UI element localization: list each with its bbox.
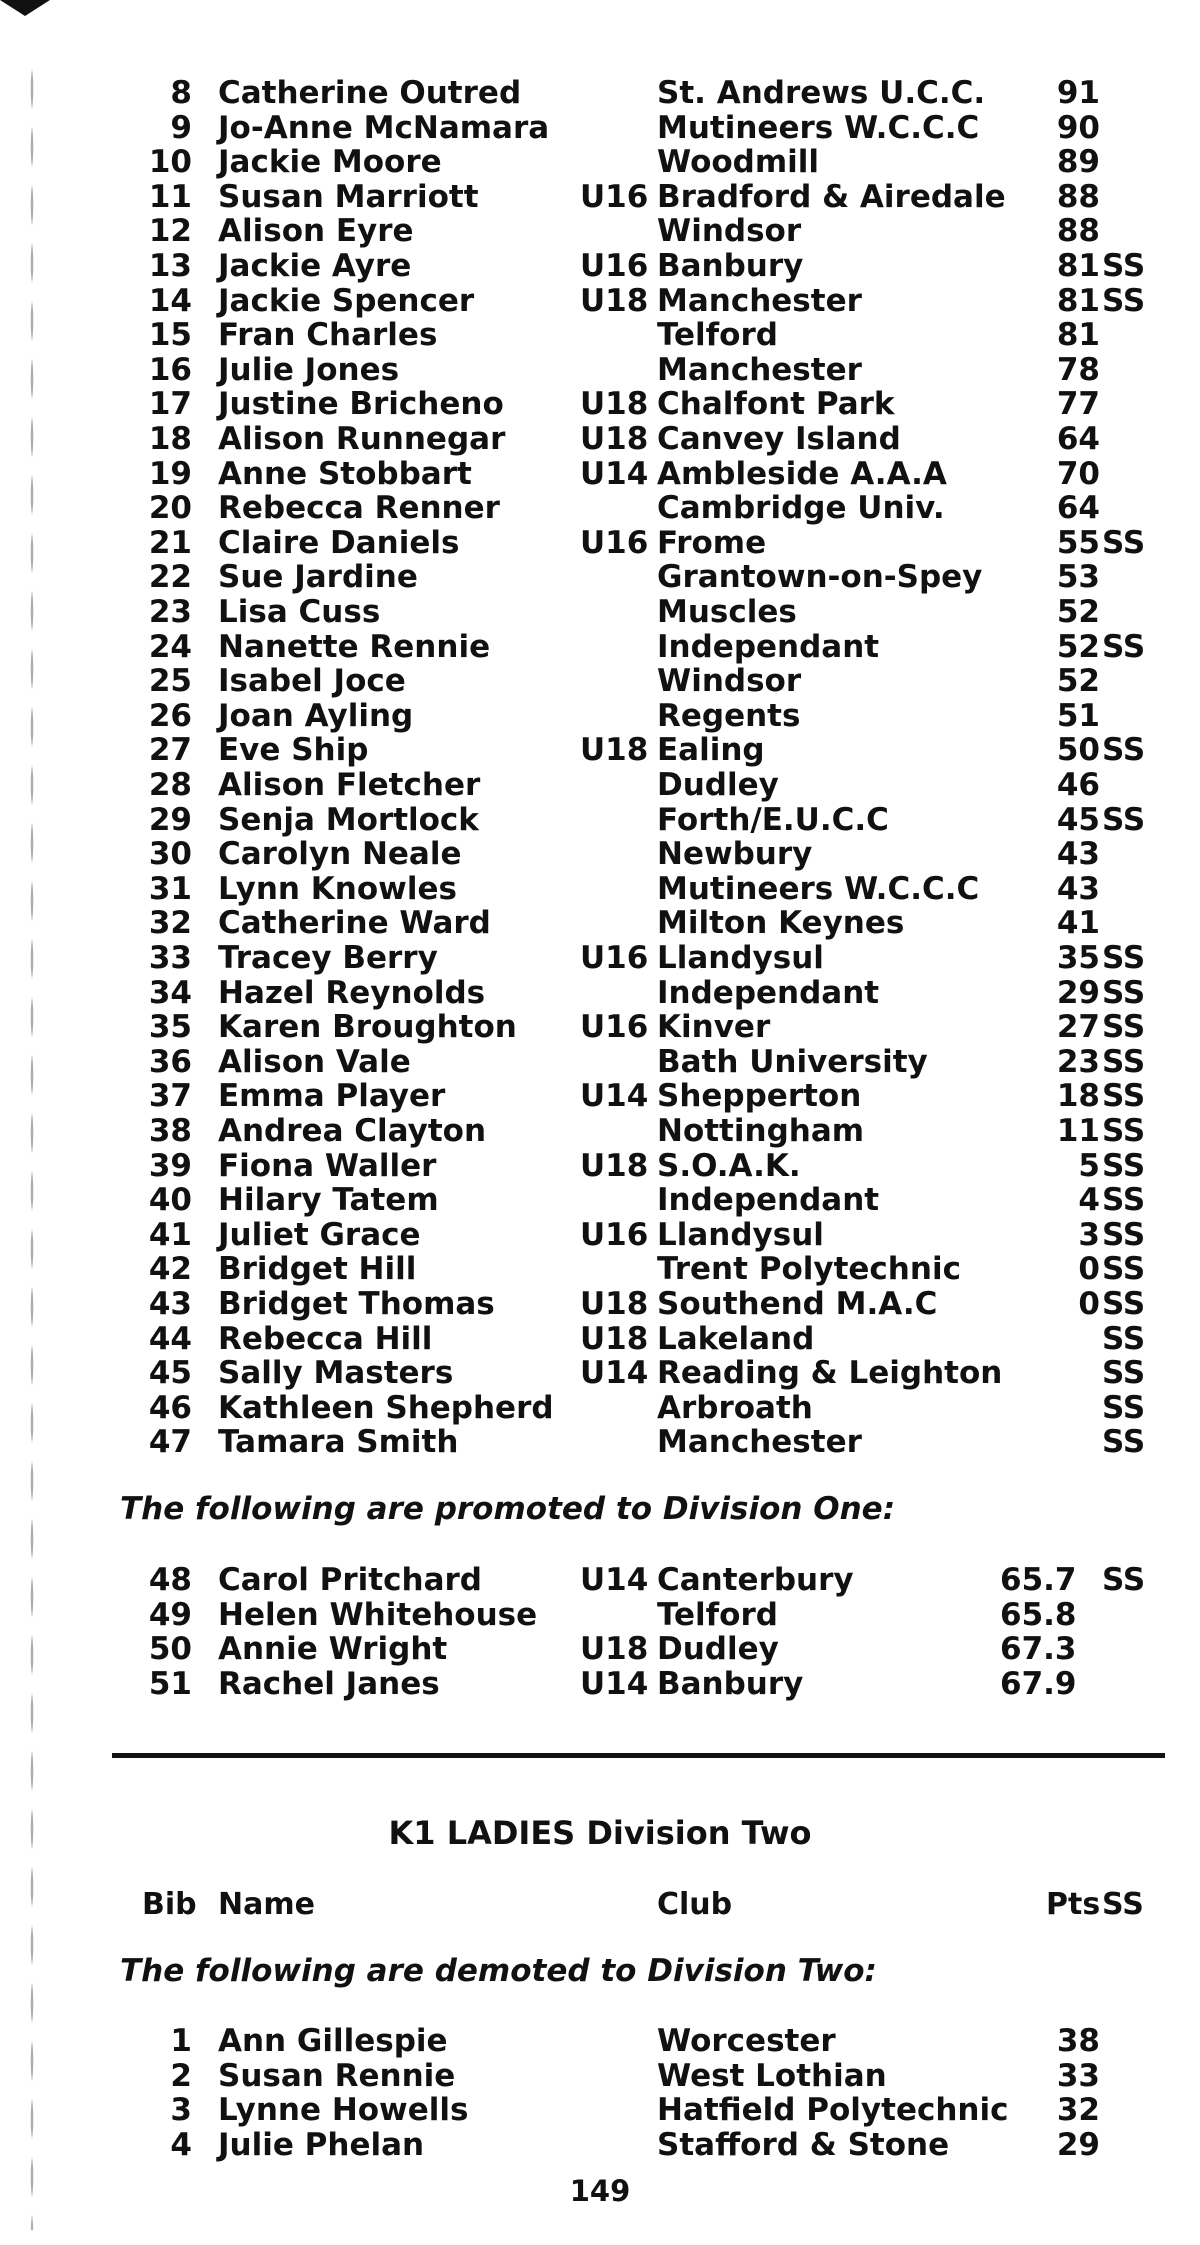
cell-club: Telford (657, 1596, 778, 1633)
table-row (0, 387, 1200, 421)
cell-club: Kinver (657, 1009, 771, 1046)
cell-bib: 2 (170, 2057, 192, 2094)
header-pts: Pts (1046, 1887, 1101, 1922)
cell-club: Regents (657, 697, 801, 734)
table-row (0, 699, 1200, 733)
cell-ss: SS (1102, 1147, 1146, 1184)
cell-name: Lynne Howells (218, 2092, 469, 2129)
table-row (0, 976, 1200, 1010)
cell-bib: 28 (148, 767, 192, 803)
cell-bib: 13 (148, 248, 192, 284)
table-row (0, 1391, 1200, 1425)
cell-pts: 78 (1056, 351, 1100, 388)
cell-club: Trent Polytechnic (657, 1251, 961, 1288)
cell-pts: 3 (1078, 1216, 1100, 1253)
cell-pts: 52 (1056, 663, 1100, 700)
cell-club: Milton Keynes (657, 905, 905, 942)
cell-bib: 36 (148, 1043, 192, 1080)
cell-age: U14 (580, 1665, 649, 1702)
cell-club: Arbroath (657, 1389, 813, 1426)
cell-bib: 25 (148, 663, 192, 700)
cell-club: Shepperton (657, 1078, 862, 1115)
cell-name: Justine Bricheno (218, 386, 504, 423)
table-row (0, 595, 1200, 629)
cell-bib: 14 (148, 282, 192, 319)
cell-bib: 35 (148, 1009, 192, 1046)
cell-name: Senja Mortlock (218, 801, 479, 838)
cell-club: Windsor (657, 663, 802, 700)
cell-pts: 43 (1056, 870, 1100, 907)
cell-pts: 89 (1056, 144, 1100, 181)
cell-bib: 19 (148, 455, 192, 492)
cell-club: Woodmill (657, 144, 820, 181)
cell-name: Fran Charles (218, 317, 438, 354)
cell-bib: 3 (170, 2092, 192, 2129)
division-two-title: K1 LADIES Division Two (388, 1814, 812, 1852)
cell-club: Southend M.A.C (657, 1286, 938, 1322)
cell-name: Tamara Smith (218, 1424, 459, 1461)
cell-name: Susan Rennie (218, 2057, 456, 2094)
cell-club: Mutineers W.C.C.C (657, 109, 980, 146)
cell-name: Rebecca Renner (218, 490, 500, 527)
table-row (0, 145, 1200, 179)
cell-club: Ealing (657, 732, 765, 769)
table-row (0, 1045, 1200, 1079)
table-row (0, 1425, 1200, 1459)
cell-bib: 31 (148, 870, 192, 907)
cell-club: Bath University (657, 1043, 928, 1080)
table-row (0, 2024, 1200, 2058)
table-row (0, 872, 1200, 906)
cell-club: Lakeland (657, 1320, 815, 1357)
cell-pts: 81 (1056, 317, 1100, 354)
table-row (0, 2059, 1200, 2093)
cell-ss: SS (1102, 628, 1146, 665)
table-row (0, 630, 1200, 664)
cell-club: Dudley (657, 767, 779, 803)
cell-name: Eve Ship (218, 732, 369, 769)
cell-club: Mutineers W.C.C.C (657, 870, 980, 907)
cell-club: Chalfont Park (657, 386, 895, 423)
cell-name: Jo-Anne McNamara (218, 109, 550, 146)
cell-club: West Lothian (657, 2057, 887, 2094)
corner-mark (0, 0, 50, 16)
cell-ss: SS (1102, 1320, 1146, 1357)
cell-club: Independant (657, 628, 880, 665)
cell-pts: 90 (1056, 109, 1100, 146)
table-row (0, 249, 1200, 283)
table-row (0, 1252, 1200, 1286)
cell-age: U18 (580, 421, 649, 457)
cell-club: Llandysul (657, 940, 824, 976)
cell-ss: SS (1102, 1113, 1146, 1149)
cell-name: Sue Jardine (218, 559, 418, 596)
cell-club: Reading & Leighton (657, 1355, 1003, 1392)
table-row (0, 318, 1200, 352)
cell-bib: 21 (148, 524, 192, 561)
table-row (0, 214, 1200, 248)
cell-age: U16 (580, 178, 649, 215)
cell-bib: 11 (148, 178, 192, 215)
table-row (0, 1632, 1200, 1666)
cell-pts: 70 (1056, 455, 1100, 492)
cell-name: Sally Masters (218, 1355, 454, 1392)
cell-bib: 10 (148, 144, 192, 181)
cell-name: Julie Jones (218, 351, 400, 388)
cell-bib: 17 (148, 386, 192, 423)
cell-pts: 4 (1078, 1182, 1100, 1219)
cell-name: Juliet Grace (218, 1216, 421, 1253)
cell-ss: SS (1102, 248, 1146, 284)
table-row (0, 76, 1200, 110)
table-row (0, 1149, 1200, 1183)
cell-name: Nanette Rennie (218, 628, 491, 665)
cell-ss: SS (1102, 974, 1146, 1011)
cell-name: Helen Whitehouse (218, 1596, 538, 1633)
cell-pts: 77 (1056, 386, 1100, 423)
cell-name: Jackie Moore (218, 144, 442, 181)
cell-name: Catherine Ward (218, 905, 491, 942)
cell-name: Karen Broughton (218, 1009, 517, 1046)
cell-ss: SS (1102, 1182, 1146, 1219)
cell-age: U18 (580, 1286, 649, 1322)
table-row (0, 1010, 1200, 1044)
cell-age: U18 (580, 282, 649, 319)
cell-club: Hatfield Polytechnic (657, 2092, 1009, 2129)
cell-club: Independant (657, 974, 880, 1011)
cell-pts: 67.3 (1000, 1631, 1077, 1668)
cell-pts: 53 (1056, 559, 1100, 596)
cell-bib: 33 (148, 940, 192, 976)
table-row (0, 1322, 1200, 1356)
cell-pts: 52 (1056, 594, 1100, 630)
cell-ss: SS (1102, 1043, 1146, 1080)
cell-ss: SS (1102, 1355, 1146, 1392)
cell-bib: 29 (148, 801, 192, 838)
cell-ss: SS (1102, 940, 1146, 976)
cell-club: Stafford & Stone (657, 2126, 950, 2163)
cell-bib: 15 (148, 317, 192, 354)
cell-name: Carolyn Neale (218, 836, 462, 873)
cell-club: Muscles (657, 594, 797, 630)
cell-name: Bridget Hill (218, 1251, 417, 1288)
cell-name: Rachel Janes (218, 1665, 440, 1702)
cell-age: U16 (580, 1009, 649, 1046)
cell-bib: 26 (148, 697, 192, 734)
table-row (0, 1598, 1200, 1632)
cell-age: U14 (580, 455, 649, 492)
cell-age: U18 (580, 1320, 649, 1357)
cell-club: Banbury (657, 1665, 804, 1702)
cell-bib: 39 (148, 1147, 192, 1184)
cell-name: Joan Ayling (218, 697, 414, 734)
cell-name: Jackie Ayre (218, 248, 412, 284)
cell-name: Bridget Thomas (218, 1286, 495, 1322)
table-row (0, 733, 1200, 767)
cell-pts: 64 (1056, 490, 1100, 527)
cell-bib: 45 (148, 1355, 192, 1392)
table-row (0, 180, 1200, 214)
cell-pts: 52 (1056, 628, 1100, 665)
cell-pts: 5 (1078, 1147, 1100, 1184)
cell-club: Llandysul (657, 1216, 824, 1253)
table-row (0, 941, 1200, 975)
cell-age: U16 (580, 940, 649, 976)
cell-pts: 35 (1056, 940, 1100, 976)
cell-club: Dudley (657, 1631, 779, 1668)
table-row (0, 1563, 1200, 1597)
cell-name: Alison Vale (218, 1043, 411, 1080)
table-row (0, 2128, 1200, 2162)
cell-club: Frome (657, 524, 767, 561)
cell-pts: 33 (1056, 2057, 1100, 2094)
cell-pts: 11 (1056, 1113, 1100, 1149)
cell-bib: 44 (148, 1320, 192, 1357)
table-row (0, 1667, 1200, 1701)
cell-name: Carol Pritchard (218, 1562, 482, 1598)
cell-name: Isabel Joce (218, 663, 406, 700)
cell-name: Hazel Reynolds (218, 974, 486, 1011)
cell-name: Kathleen Shepherd (218, 1389, 554, 1426)
cell-pts: 38 (1056, 2023, 1100, 2059)
cell-name: Ann Gillespie (218, 2023, 448, 2059)
cell-age: U18 (580, 732, 649, 769)
cell-ss: SS (1102, 1424, 1146, 1461)
cell-ss: SS (1102, 1251, 1146, 1288)
cell-club: Manchester (657, 282, 862, 319)
cell-name: Alison Eyre (218, 213, 414, 250)
cell-bib: 42 (148, 1251, 192, 1288)
table-row (0, 1114, 1200, 1148)
cell-bib: 48 (148, 1562, 192, 1598)
cell-club: Forth/E.U.C.C (657, 801, 889, 838)
cell-pts: 29 (1056, 2126, 1100, 2163)
cell-pts: 55 (1056, 524, 1100, 561)
cell-club: Cambridge Univ. (657, 490, 945, 527)
demoted-note: The following are demoted to Division Two: (120, 1953, 877, 1989)
table-row (0, 526, 1200, 560)
cell-club: Nottingham (657, 1113, 865, 1149)
cell-pts: 0 (1078, 1286, 1100, 1322)
cell-pts: 64 (1056, 421, 1100, 457)
cell-ss: SS (1102, 282, 1146, 319)
cell-bib: 4 (170, 2126, 192, 2163)
cell-pts: 23 (1056, 1043, 1100, 1080)
cell-ss: SS (1102, 524, 1146, 561)
cell-bib: 40 (148, 1182, 192, 1219)
cell-bib: 49 (148, 1596, 192, 1633)
cell-club: Worcester (657, 2023, 836, 2059)
cell-bib: 47 (148, 1424, 192, 1461)
cell-name: Lisa Cuss (218, 594, 381, 630)
cell-bib: 20 (148, 490, 192, 527)
cell-club: Manchester (657, 1424, 862, 1461)
cell-club: Manchester (657, 351, 862, 388)
cell-bib: 23 (148, 594, 192, 630)
cell-pts: 65.8 (1000, 1596, 1077, 1633)
table-row (0, 906, 1200, 940)
cell-name: Lynn Knowles (218, 870, 457, 907)
cell-pts: 65.7 (1000, 1562, 1077, 1598)
cell-club: S.O.A.K. (657, 1147, 801, 1184)
cell-ss: SS (1102, 1562, 1146, 1598)
cell-name: Rebecca Hill (218, 1320, 433, 1357)
cell-club: Banbury (657, 248, 804, 284)
cell-pts: 81 (1056, 282, 1100, 319)
cell-pts: 45 (1056, 801, 1100, 838)
header-ss: SS (1102, 1887, 1144, 1922)
table-row (0, 1287, 1200, 1321)
cell-club: Independant (657, 1182, 880, 1219)
cell-pts: 27 (1056, 1009, 1100, 1046)
table-row (0, 1356, 1200, 1390)
table-row (0, 2093, 1200, 2127)
table-row (0, 457, 1200, 491)
cell-club: Canterbury (657, 1562, 854, 1598)
page-number: 149 (569, 2174, 631, 2208)
cell-ss: SS (1102, 1389, 1146, 1426)
cell-club: Bradford & Airedale (657, 178, 1006, 215)
cell-club: Canvey Island (657, 421, 901, 457)
cell-name: Susan Marriott (218, 178, 479, 215)
division-two-header-row (0, 1887, 1200, 1923)
cell-name: Hilary Tatem (218, 1182, 439, 1219)
cell-bib: 30 (148, 836, 192, 873)
cell-bib: 8 (170, 75, 192, 111)
promoted-note: The following are promoted to Division One: (120, 1491, 896, 1527)
cell-bib: 46 (148, 1389, 192, 1426)
cell-age: U18 (580, 1147, 649, 1184)
cell-pts: 51 (1056, 697, 1100, 734)
table-row (0, 353, 1200, 387)
table-row (0, 111, 1200, 145)
table-row (0, 560, 1200, 594)
cell-bib: 12 (148, 213, 192, 250)
cell-age: U16 (580, 1216, 649, 1253)
cell-pts: 91 (1056, 75, 1100, 111)
cell-pts: 29 (1056, 974, 1100, 1011)
table-row (0, 491, 1200, 525)
cell-bib: 43 (148, 1286, 192, 1322)
cell-club: Newbury (657, 836, 813, 873)
cell-age: U18 (580, 386, 649, 423)
table-row (0, 768, 1200, 802)
cell-club: Grantown-on-Spey (657, 559, 983, 596)
cell-pts: 41 (1056, 905, 1100, 942)
cell-ss: SS (1102, 1216, 1146, 1253)
cell-age: U14 (580, 1078, 649, 1115)
header-club: Club (657, 1887, 733, 1922)
table-row (0, 1218, 1200, 1252)
cell-bib: 32 (148, 905, 192, 942)
cell-name: Claire Daniels (218, 524, 460, 561)
cell-bib: 9 (170, 109, 192, 146)
cell-pts: 46 (1056, 767, 1100, 803)
cell-pts: 50 (1056, 732, 1100, 769)
cell-age: U14 (580, 1562, 649, 1598)
cell-pts: 88 (1056, 178, 1100, 215)
cell-club: St. Andrews U.C.C. (657, 75, 986, 111)
cell-pts: 88 (1056, 213, 1100, 250)
cell-pts: 18 (1056, 1078, 1100, 1115)
cell-bib: 1 (170, 2023, 192, 2059)
cell-bib: 22 (148, 559, 192, 596)
cell-bib: 18 (148, 421, 192, 457)
cell-name: Tracey Berry (218, 940, 438, 976)
cell-name: Alison Fletcher (218, 767, 481, 803)
cell-name: Annie Wright (218, 1631, 448, 1668)
cell-bib: 38 (148, 1113, 192, 1149)
cell-bib: 16 (148, 351, 192, 388)
cell-ss: SS (1102, 732, 1146, 769)
cell-ss: SS (1102, 1078, 1146, 1115)
table-row (0, 803, 1200, 837)
cell-age: U14 (580, 1355, 649, 1392)
cell-name: Emma Player (218, 1078, 446, 1115)
cell-pts: 67.9 (1000, 1665, 1077, 1702)
cell-bib: 24 (148, 628, 192, 665)
cell-name: Fiona Waller (218, 1147, 437, 1184)
cell-name: Jackie Spencer (218, 282, 475, 319)
table-row (0, 422, 1200, 456)
cell-pts: 0 (1078, 1251, 1100, 1288)
cell-name: Anne Stobbart (218, 455, 472, 492)
cell-club: Windsor (657, 213, 802, 250)
cell-age: U16 (580, 248, 649, 284)
cell-bib: 41 (148, 1216, 192, 1253)
cell-name: Alison Runnegar (218, 421, 506, 457)
table-row (0, 284, 1200, 318)
cell-ss: SS (1102, 801, 1146, 838)
cell-name: Julie Phelan (218, 2126, 425, 2163)
cell-pts: 32 (1056, 2092, 1100, 2129)
cell-bib: 34 (148, 974, 192, 1011)
cell-name: Catherine Outred (218, 75, 522, 111)
table-row (0, 1079, 1200, 1113)
section-divider (112, 1753, 1165, 1758)
cell-bib: 37 (148, 1078, 192, 1115)
cell-age: U16 (580, 524, 649, 561)
cell-pts: 81 (1056, 248, 1100, 284)
table-row (0, 1183, 1200, 1217)
cell-age: U18 (580, 1631, 649, 1668)
header-name: Name (218, 1887, 315, 1922)
table-row (0, 664, 1200, 698)
cell-ss: SS (1102, 1286, 1146, 1322)
cell-ss: SS (1102, 1009, 1146, 1046)
cell-club: Ambleside A.A.A (657, 455, 947, 492)
cell-club: Telford (657, 317, 778, 354)
cell-pts: 43 (1056, 836, 1100, 873)
header-bib: Bib (142, 1887, 197, 1922)
table-row (0, 837, 1200, 871)
cell-name: Andrea Clayton (218, 1113, 487, 1149)
cell-bib: 27 (148, 732, 192, 769)
cell-bib: 51 (148, 1665, 192, 1702)
cell-bib: 50 (148, 1631, 192, 1668)
